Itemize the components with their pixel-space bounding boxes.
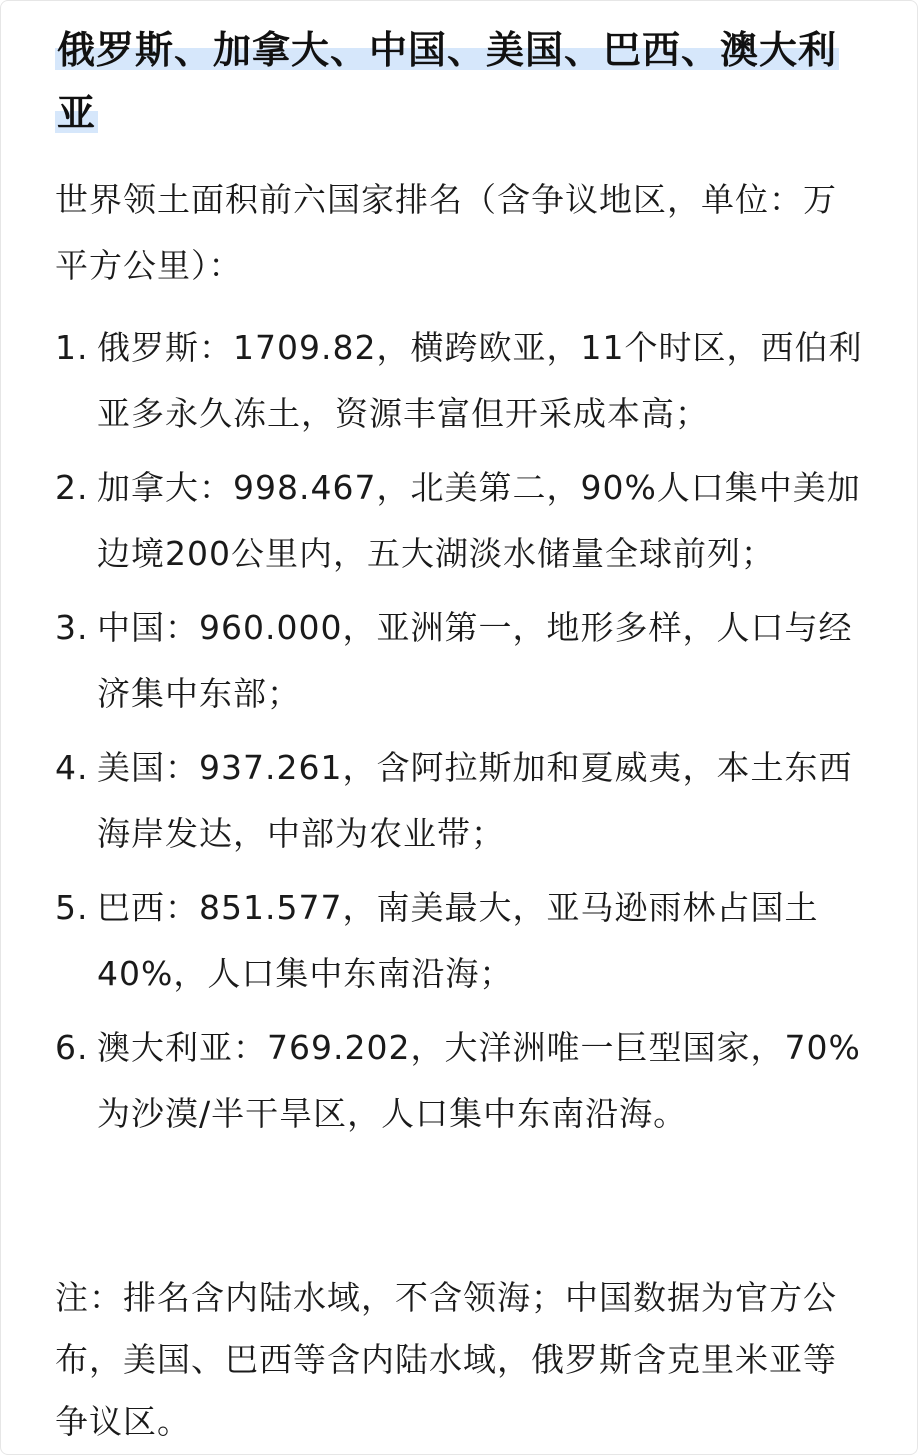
list-item [55, 875, 865, 1007]
intro-text: 世界领土面积前六国家排名（含争议地区，单位：万平方公里）： [55, 180, 837, 285]
list-item [55, 455, 865, 587]
title-highlight: 俄罗斯、加拿大、中国、美国、巴西、澳大利亚 [57, 28, 838, 135]
list-item-number: 5. [55, 888, 89, 927]
list-item-text: 加拿大：998.467，北美第二，90%人口集中美加边境200公里内，五大湖淡水储量全球前列； [97, 468, 861, 573]
list-item-number: 3. [55, 608, 89, 647]
list-item [55, 1015, 865, 1147]
list-item-number: 1. [55, 328, 89, 367]
list-item-text: 俄罗斯：1709.82，横跨欧亚，11个时区，西伯利亚多永久冻土，资源丰富但开采成本高； [97, 328, 863, 433]
list-item-text: 巴西：851.577，南美最大，亚马逊雨林占国土40%，人口集中东南沿海； [97, 888, 819, 993]
ranking-list [55, 315, 865, 1155]
list-item [55, 595, 865, 727]
list-item-number: 2. [55, 468, 89, 507]
list-item-number: 6. [55, 1028, 89, 1067]
list-item-text: 美国：937.261，含阿拉斯加和夏威夷，本土东西海岸发达，中部为农业带； [97, 748, 853, 853]
list-item-number: 4. [55, 748, 89, 787]
footnote: 注：排名含内陆水域，不含领海；中国数据为官方公布，美国、巴西等含内陆水域，俄罗斯含克里米亚等争议区。 [55, 1278, 837, 1441]
page-title [55, 19, 855, 145]
list-item-text: 澳大利亚：769.202，大洋洲唯一巨型国家，70%为沙漠/半干旱区，人口集中东南沿海。 [97, 1028, 861, 1133]
list-item [55, 735, 865, 867]
list-item-text: 中国：960.000，亚洲第一，地形多样，人口与经济集中东部； [97, 608, 853, 713]
list-item [55, 315, 865, 447]
